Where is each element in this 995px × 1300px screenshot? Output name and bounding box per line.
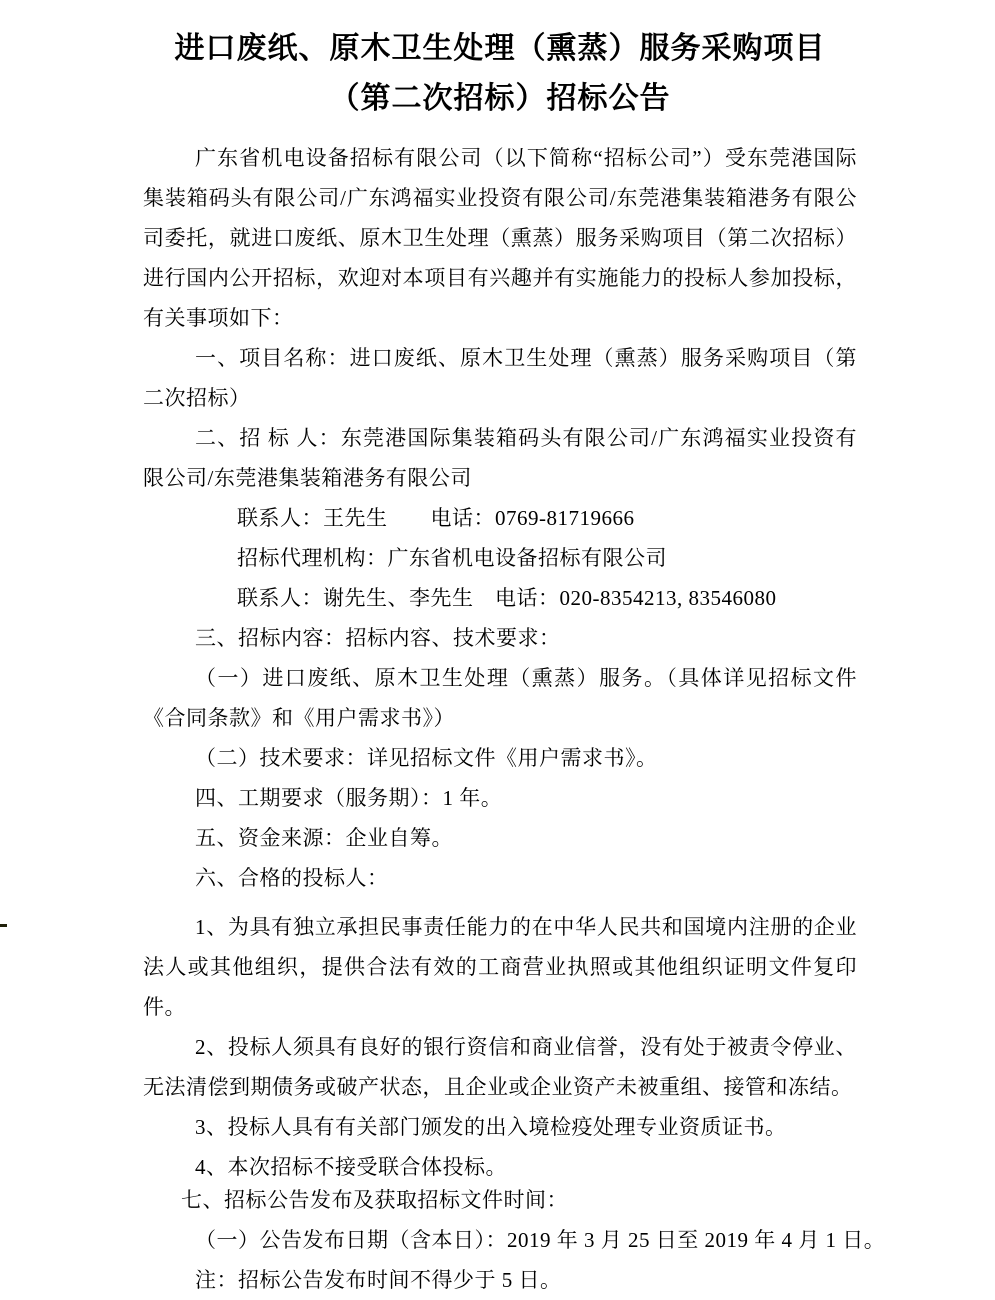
tenderee-contact: 联系人：王先生 电话：0769-81719666 bbox=[237, 506, 635, 530]
section-5-funding-source: 五、资金来源：企业自筹。 bbox=[195, 826, 453, 850]
section-2-tenderee: 二、招 标 人：东莞港国际集装箱码头有限公司/广东鸿福实业投资有限公司/东莞港集装箱港务有限公司 bbox=[143, 426, 857, 490]
section-3-tender-content: 三、招标内容：招标内容、技术要求： bbox=[195, 626, 561, 650]
intro-paragraph: 广东省机电设备招标有限公司（以下简称“招标公司”）受东莞港国际集装箱码头有限公司/广东鸿福实业投资有限公司/东莞港集装箱港务有限公司委托，就进口废纸、原木卫生处理（熏蒸）服务采购项目（第二次招标）进行国内公开招标，欢迎对本项目有兴趣并有实施能力的投标人参加投标，有关事项如下： bbox=[143, 146, 857, 330]
left-edge-scan-mark bbox=[0, 924, 7, 927]
agency-contact: 联系人：谢先生、李先生 电话：020-8354213, 83546080 bbox=[237, 586, 777, 610]
tender-agency: 招标代理机构：广东省机电设备招标有限公司 bbox=[237, 546, 667, 570]
section-6-qualified-bidders: 六、合格的投标人： bbox=[195, 866, 389, 890]
section-1-project-name: 一、项目名称：进口废纸、原木卫生处理（熏蒸）服务采购项目（第二次招标） bbox=[143, 346, 857, 410]
tender-announcement-document bbox=[143, 24, 886, 1300]
announcement-date: （一）公告发布日期（含本日）：2019 年 3 月 25 日至 2019 年 4 月 1 日。 bbox=[195, 1228, 886, 1252]
section-4-service-period: 四、工期要求（服务期）：1 年。 bbox=[195, 786, 503, 810]
content-item-1: （一）进口废纸、原木卫生处理（熏蒸）服务。（具体详见招标文件《合同条款》和《用户需求书》） bbox=[143, 666, 857, 730]
qualification-4: 4、本次招标不接受联合体投标。 bbox=[195, 1155, 507, 1179]
qualification-2: 2、投标人须具有良好的银行资信和商业信誉，没有处于被责令停业、无法清偿到期债务或破产状态，且企业或企业资产未被重组、接管和冻结。 bbox=[143, 1035, 857, 1099]
page-title-line-2: （第二次招标）招标公告 bbox=[329, 82, 671, 115]
announcement-note: 注：招标公告发布时间不得少于 5 日。 bbox=[195, 1268, 562, 1292]
section-7-announcement-time: 七、招标公告发布及获取招标文件时间： bbox=[181, 1188, 568, 1212]
qualification-3: 3、投标人具有有关部门颁发的出入境检疫处理专业资质证书。 bbox=[195, 1115, 787, 1139]
document-title bbox=[143, 24, 857, 124]
page-title-line-1: 进口废纸、原木卫生处理（熏蒸）服务采购项目 bbox=[174, 32, 826, 65]
content-item-2: （二）技术要求：详见招标文件《用户需求书》。 bbox=[195, 746, 658, 770]
qualification-1: 1、为具有独立承担民事责任能力的在中华人民共和国境内注册的企业法人或其他组织，提供合法有效的工商营业执照或其他组织证明文件复印件。 bbox=[143, 915, 857, 1019]
